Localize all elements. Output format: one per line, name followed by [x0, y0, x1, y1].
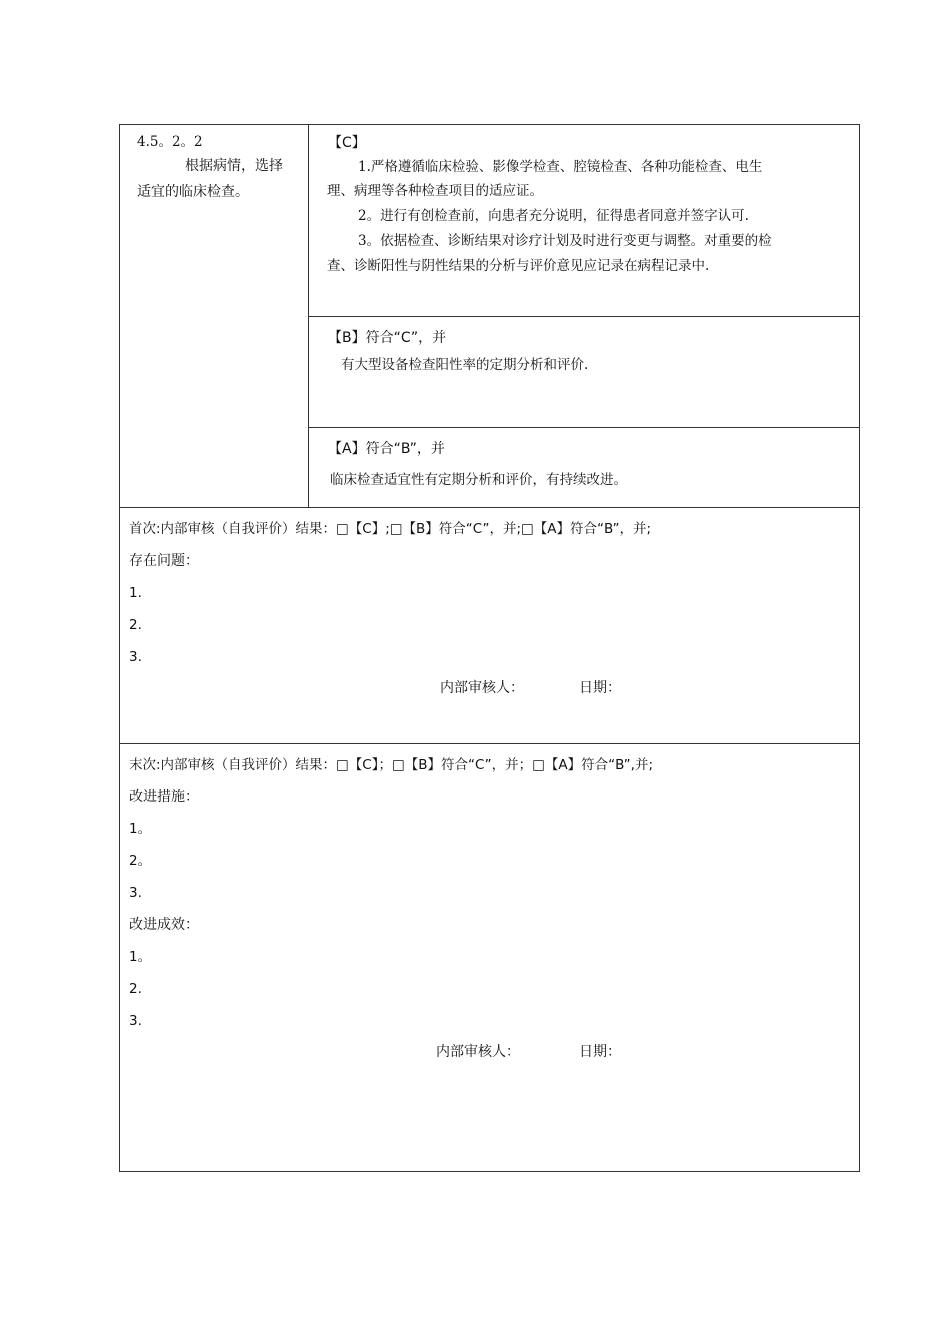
level-b-item1: 有大型设备检查阳性率的定期分析和评价.	[341, 357, 589, 373]
final-review-measure-3: 3.	[129, 885, 142, 901]
final-review-date-label: 日期：	[579, 1044, 621, 1060]
assessment-form-table	[119, 124, 860, 1172]
first-review-result: 首次:内部审核（自我评价）结果：□【C】;□【B】符合“C”，并;□【A】符合“B”，并;	[129, 521, 652, 537]
level-c-item1-line1: 1.严格遵循临床检验、影像学检查、腔镜检查、各种功能检查、电生	[358, 159, 763, 175]
row-divider-c-b	[308, 316, 859, 317]
first-review-date-label: 日期：	[579, 680, 621, 696]
level-c-header: 【C】	[328, 135, 366, 151]
final-review-measures-label: 改进措施：	[129, 789, 199, 805]
row-divider-final-review	[120, 743, 859, 744]
first-review-problems-label: 存在问题：	[129, 553, 199, 569]
final-review-measure-2: 2。	[129, 853, 152, 869]
standard-number: 4.5。2。2	[137, 134, 203, 150]
level-a-item1: 临床检查适宜性有定期分析和评价，有持续改进。	[330, 472, 627, 488]
first-review-item-2: 2.	[129, 617, 142, 633]
standard-title-line1: 根据病情，选择	[185, 158, 283, 174]
final-review-effects-label: 改进成效：	[129, 917, 199, 933]
level-c-item2: 2。进行有创检查前，向患者充分说明，征得患者同意并签字认可.	[358, 208, 749, 224]
first-review-reviewer-label: 内部审核人：	[440, 680, 524, 696]
row-divider-first-review	[120, 507, 859, 508]
standard-title-line2: 适宜的临床检查。	[137, 184, 249, 200]
level-c-item1-line2: 理、病理等各种检查项目的适应证。	[327, 183, 543, 199]
level-c-item3-line2: 查、诊断阳性与阴性结果的分析与评价意见应记录在病程记录中.	[327, 258, 710, 274]
final-review-effect-2: 2.	[129, 981, 142, 997]
final-review-measure-1: 1。	[129, 821, 152, 837]
first-review-item-3: 3.	[129, 649, 142, 665]
final-review-result: 末次:内部审核（自我评价）结果：□【C】；□【B】符合“C”，并；□【A】符合“B”,并;	[129, 757, 654, 773]
row-divider-b-a	[308, 427, 859, 428]
final-review-effect-3: 3.	[129, 1013, 142, 1029]
level-a-header: 【A】符合“B”，并	[328, 441, 445, 457]
first-review-item-1: 1.	[129, 585, 142, 601]
final-review-effect-1: 1。	[129, 949, 152, 965]
level-b-header: 【B】符合“C”，并	[328, 330, 447, 346]
level-c-item3-line1: 3。依据检查、诊断结果对诊疗计划及时进行变更与调整。对重要的检	[358, 233, 772, 249]
final-review-reviewer-label: 内部审核人：	[436, 1044, 520, 1060]
